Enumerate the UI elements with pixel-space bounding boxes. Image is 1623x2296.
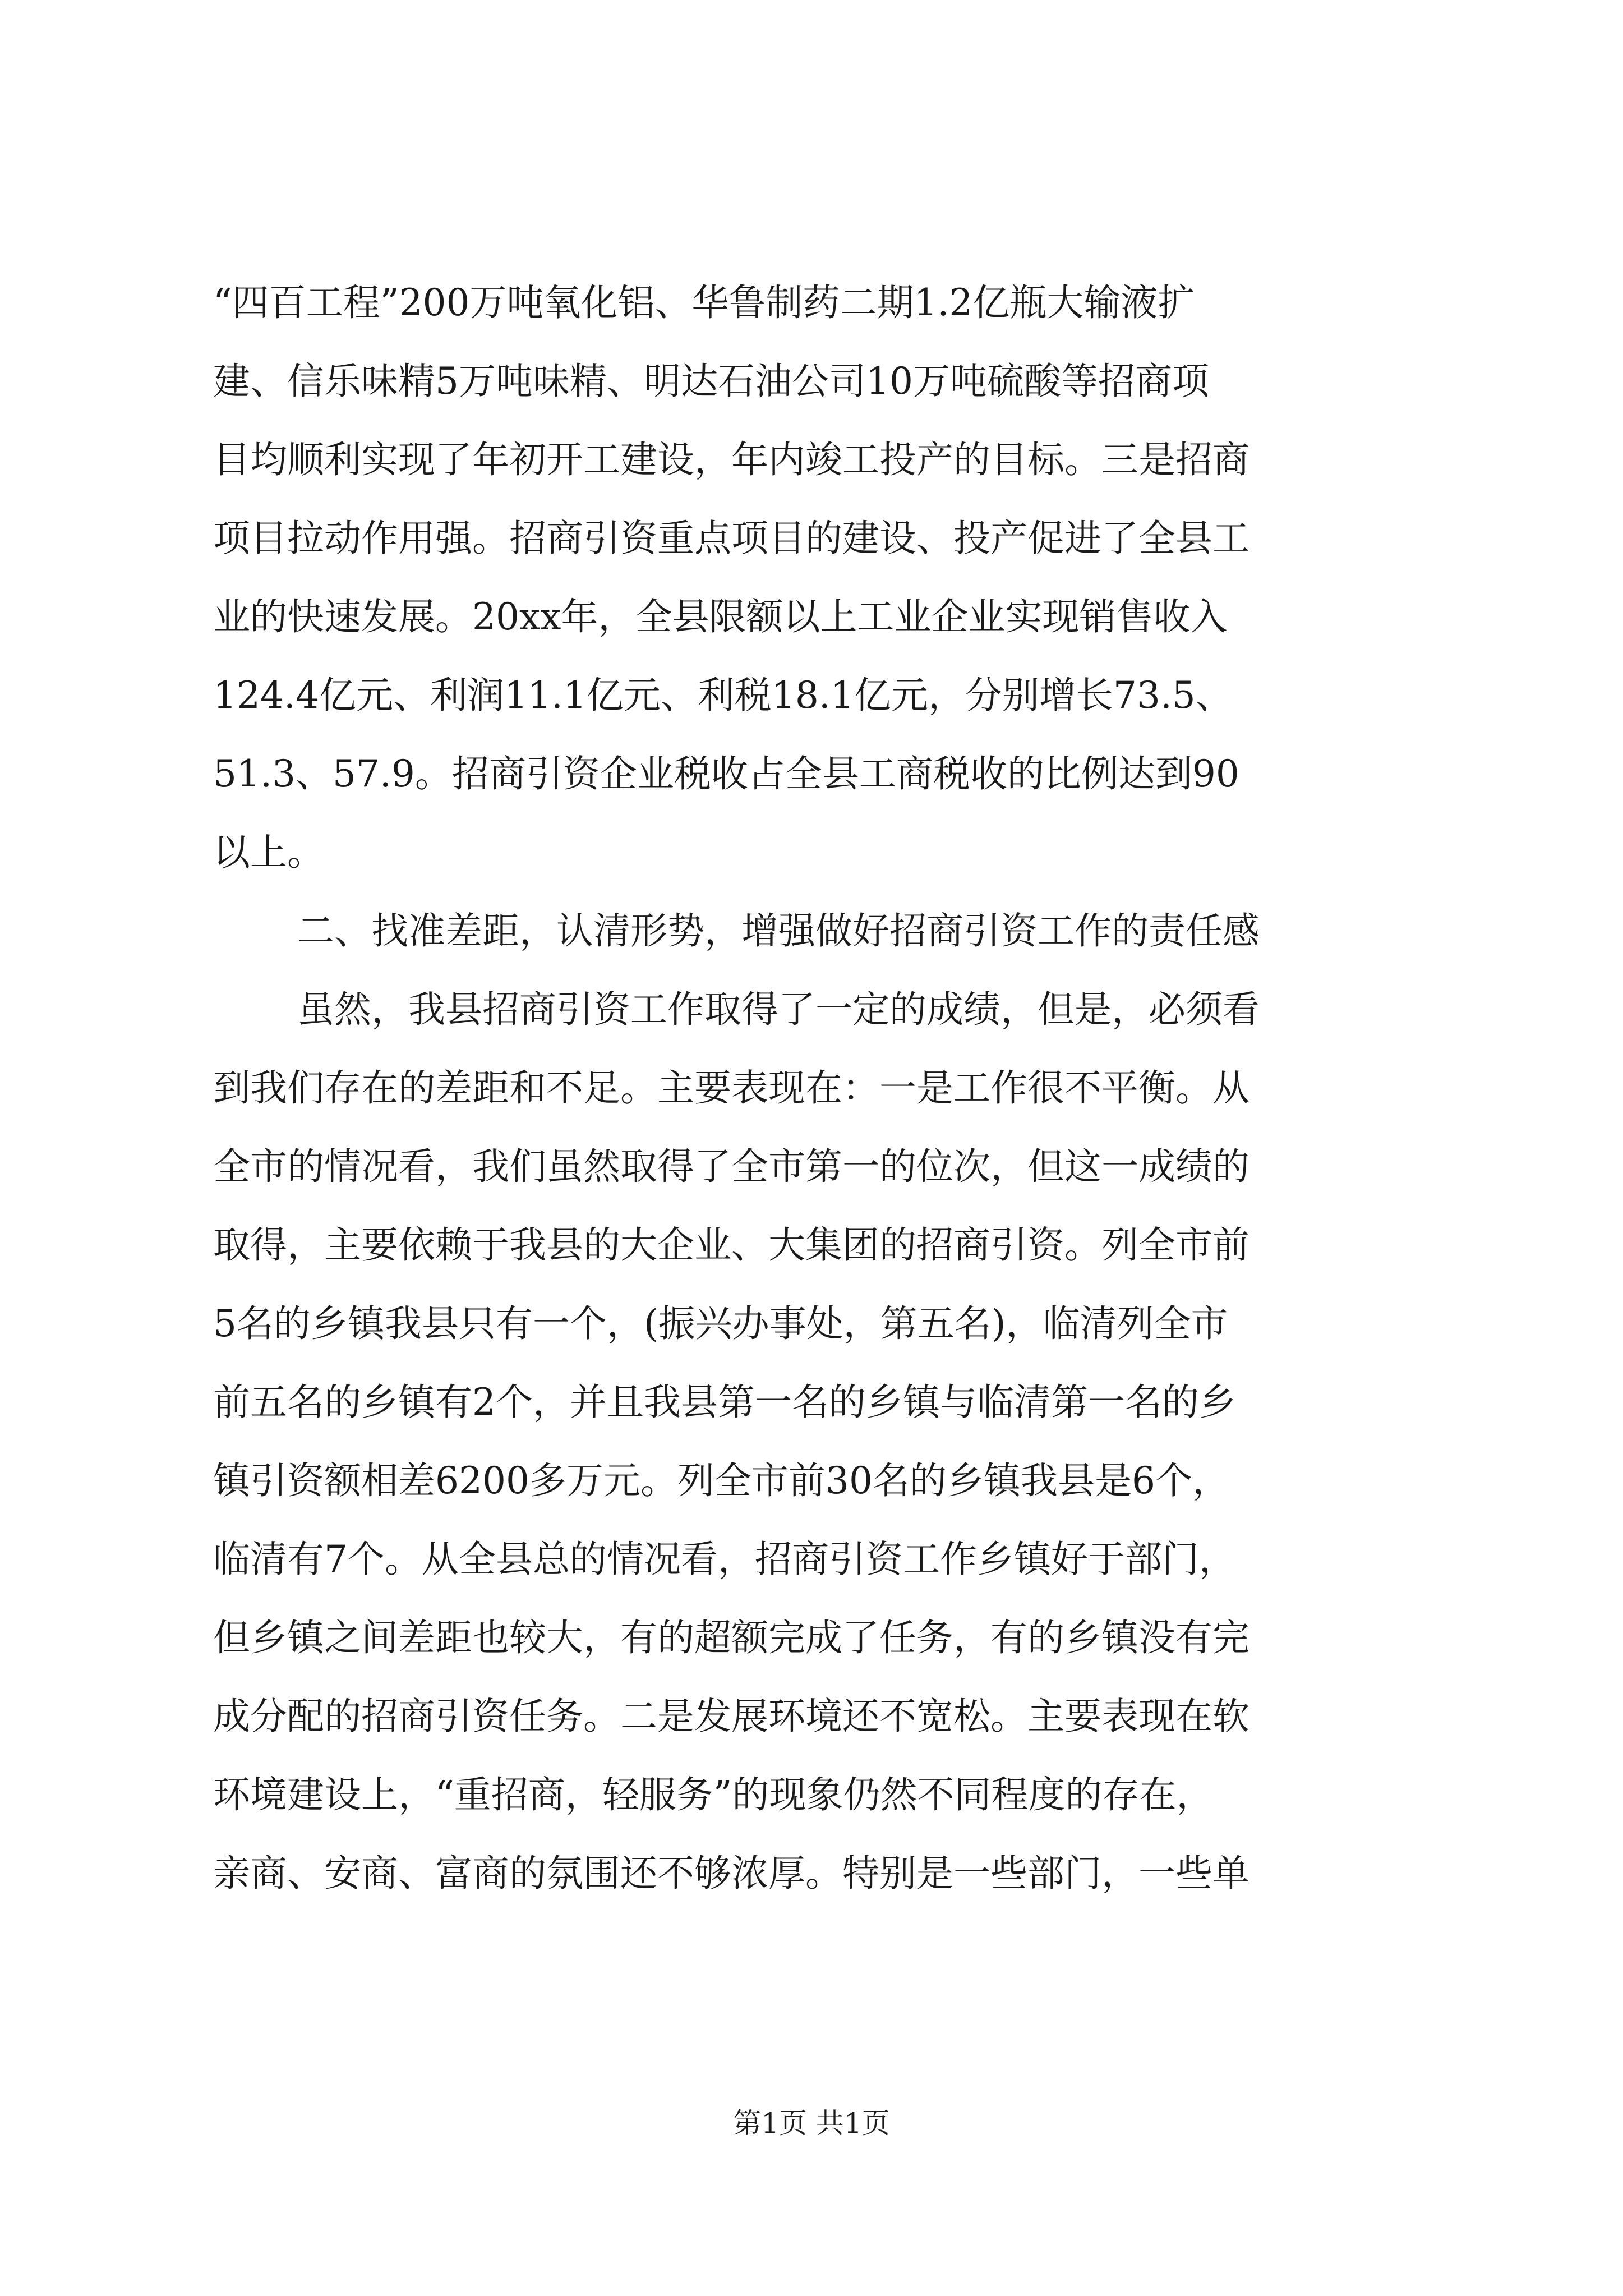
text-line: 124.4亿元、利润11.1亿元、利税18.1亿元，分别增长73.5、 bbox=[213, 674, 1233, 717]
text-line: 前五名的乡镇有2个，并且我县第一名的乡镇与临清第一名的乡 bbox=[213, 1381, 1236, 1424]
text-line: 51.3、57.9。招商引资企业税收占全县工商税收的比例达到90 bbox=[213, 752, 1239, 795]
text-line: 业的快速发展。20xx年，全县限额以上工业企业实现销售收入 bbox=[213, 595, 1228, 638]
text-line: 但乡镇之间差距也较大，有的超额完成了任务，有的乡镇没有完 bbox=[213, 1616, 1249, 1659]
text-line: 以上。 bbox=[213, 831, 324, 874]
page-footer: 第1页 共1页 bbox=[733, 2107, 890, 2139]
document-body bbox=[213, 264, 1424, 1913]
text-line: 项目拉动作用强。招商引资重点项目的建设、投产促进了全县工 bbox=[213, 517, 1249, 560]
text-line: 临清有7个。从全县总的情况看，招商引资工作乡镇好于部门， bbox=[213, 1538, 1236, 1581]
section-heading: 二、找准差距，认清形势，增强做好招商引资工作的责任感 bbox=[297, 909, 1260, 953]
text-line: 亲商、安商、富商的氛围还不够浓厚。特别是一些部门，一些单 bbox=[213, 1852, 1249, 1895]
text-line: “四百工程”200万吨氧化铝、华鲁制药二期1.2亿瓶大输液扩 bbox=[213, 281, 1195, 324]
text-line: 取得，主要依赖于我县的大企业、大集团的招商引资。列全市前 bbox=[213, 1223, 1249, 1267]
text-line: 镇引资额相差6200多万元。列全市前30名的乡镇我县是6个， bbox=[213, 1459, 1229, 1502]
text-line: 建、信乐味精5万吨味精、明达石油公司10万吨硫酸等招商项 bbox=[213, 360, 1209, 403]
text-line: 成分配的招商引资任务。二是发展环境还不宽松。主要表现在软 bbox=[213, 1695, 1249, 1738]
text-line: 到我们存在的差距和不足。主要表现在：一是工作很不平衡。从 bbox=[213, 1066, 1249, 1110]
text-line: 5名的乡镇我县只有一个，(振兴办事处，第五名)，临清列全市 bbox=[213, 1302, 1228, 1345]
paragraph-start-line: 虽然，我县招商引资工作取得了一定的成绩，但是，必须看 bbox=[297, 988, 1260, 1031]
text-line: 目均顺利实现了年初开工建设，年内竣工投产的目标。三是招商 bbox=[213, 438, 1249, 481]
text-line: 环境建设上，“重招商，轻服务”的现象仍然不同程度的存在， bbox=[213, 1773, 1214, 1816]
text-line: 全市的情况看，我们虽然取得了全市第一的位次，但这一成绩的 bbox=[213, 1145, 1249, 1188]
